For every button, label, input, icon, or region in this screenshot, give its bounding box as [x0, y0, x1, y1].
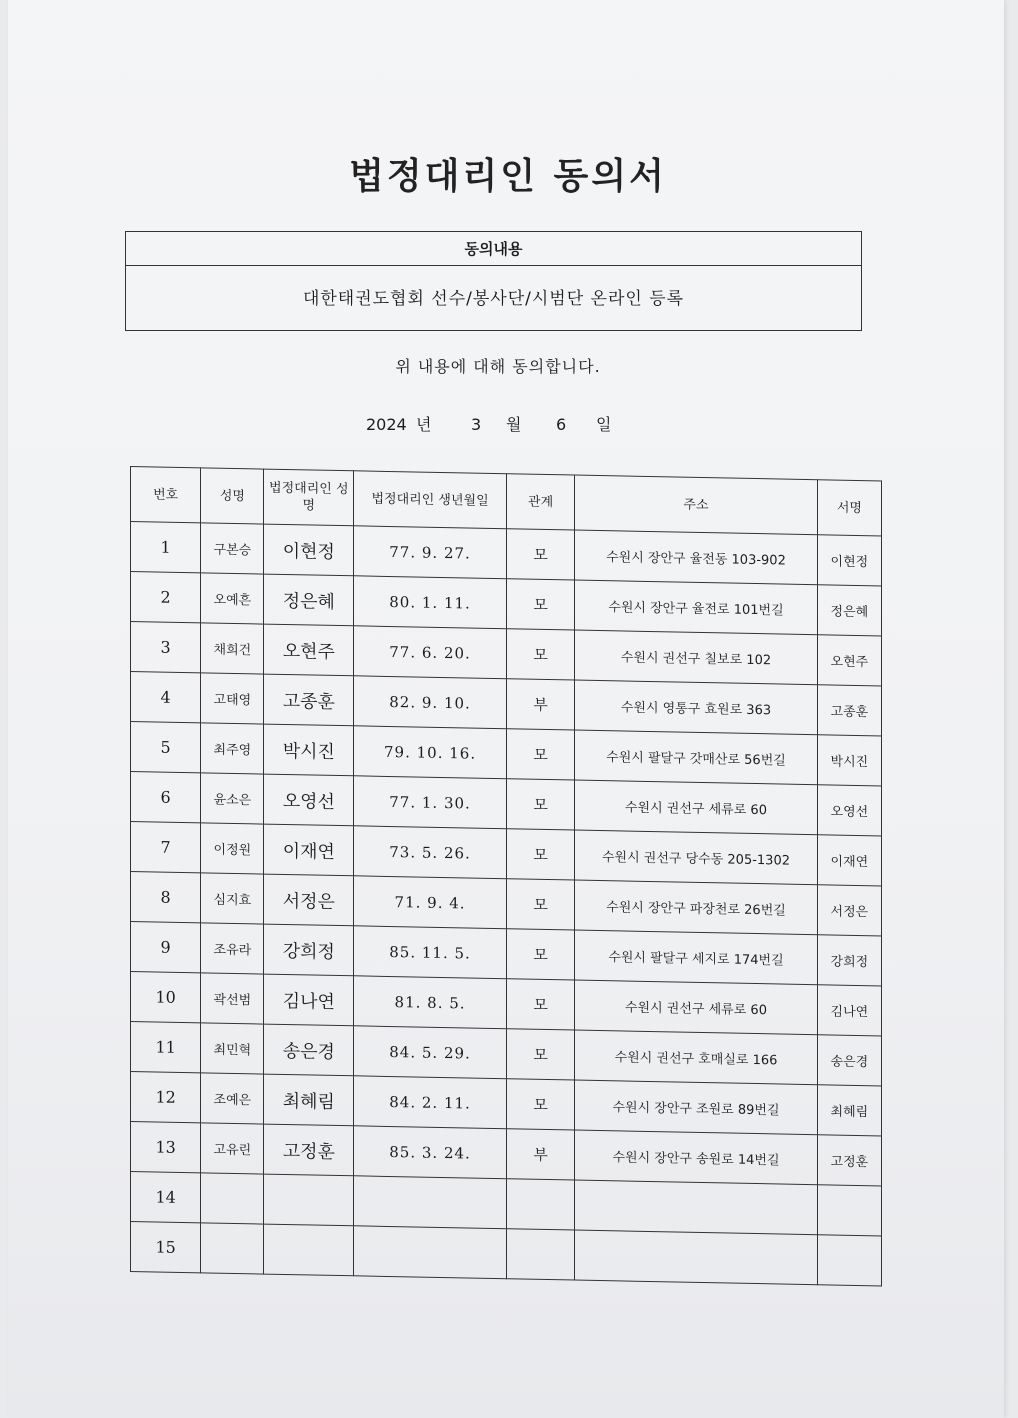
cell-number: 11 [131, 1022, 201, 1073]
cell-guardian-birthdate: 84. 2. 11. [354, 1076, 507, 1129]
date-month-unit: 월 [506, 415, 522, 434]
header-address: 주소 [575, 475, 818, 535]
cell-relation: 모 [506, 979, 574, 1030]
cell-number: 3 [131, 622, 201, 673]
cell-guardian-birthdate [354, 1226, 507, 1279]
cell-number: 8 [131, 872, 201, 923]
cell-address: 수원시 권선구 세류로 60 [575, 980, 818, 1035]
consent-box [125, 231, 862, 331]
cell-student-name: 구본승 [201, 523, 264, 574]
cell-student-name: 심지효 [201, 873, 264, 924]
cell-relation: 모 [506, 929, 574, 980]
cell-guardian-name [264, 1174, 354, 1226]
date-month: 3 [471, 415, 482, 434]
cell-signature: 송은경 [817, 1035, 881, 1086]
cell-number: 12 [131, 1072, 201, 1123]
table-body [131, 522, 882, 1286]
cell-guardian-birthdate: 77. 6. 20. [354, 626, 507, 679]
cell-signature: 고종훈 [817, 685, 881, 736]
cell-address: 수원시 장안구 율전동 103-902 [575, 530, 818, 585]
cell-relation: 모 [506, 1029, 574, 1080]
cell-guardian-name [264, 1224, 354, 1276]
cell-guardian-birthdate: 81. 8. 5. [354, 976, 507, 1029]
consent-header: 동의내용 [126, 232, 861, 266]
cell-address: 수원시 장안구 조원로 89번길 [575, 1080, 818, 1135]
cell-guardian-name: 송은경 [264, 1024, 354, 1076]
cell-guardian-birthdate: 82. 9. 10. [354, 676, 507, 729]
cell-signature: 서정은 [817, 885, 881, 936]
guardian-roster-table [130, 466, 882, 1286]
cell-number: 13 [131, 1122, 201, 1173]
cell-signature: 강희정 [817, 935, 881, 986]
cell-guardian-name: 최혜림 [264, 1074, 354, 1126]
cell-number: 1 [131, 522, 201, 573]
cell-signature: 김나연 [817, 985, 881, 1036]
cell-guardian-name: 정은혜 [264, 574, 354, 626]
cell-address: 수원시 영통구 효원로 363 [575, 680, 818, 735]
cell-relation: 모 [506, 729, 574, 780]
cell-student-name: 고유린 [201, 1123, 264, 1174]
cell-relation: 모 [506, 779, 574, 830]
cell-number: 5 [131, 722, 201, 773]
consent-text: 대한태권도협회 선수/봉사단/시범단 온라인 등록 [302, 289, 685, 309]
cell-relation: 모 [506, 529, 574, 580]
cell-signature: 이현정 [817, 535, 881, 586]
cell-address: 수원시 권선구 칠보로 102 [575, 630, 818, 685]
cell-signature: 오현주 [817, 635, 881, 686]
cell-signature [817, 1185, 881, 1236]
cell-guardian-name: 고정훈 [264, 1124, 354, 1176]
date-year: 2024 [366, 415, 407, 434]
cell-student-name: 최주영 [201, 723, 264, 774]
cell-guardian-name: 고종훈 [264, 674, 354, 726]
cell-address: 수원시 장안구 파장천로 26번길 [575, 880, 818, 935]
paper-sheet [8, 0, 1004, 1418]
cell-number: 9 [131, 922, 201, 973]
header-guardian-birthdate: 법정대리인 생년월일 [354, 471, 507, 529]
cell-guardian-birthdate: 84. 5. 29. [354, 1026, 507, 1079]
cell-address [575, 1180, 818, 1235]
cell-guardian-name: 이재연 [264, 824, 354, 876]
cell-address: 수원시 권선구 호매실로 166 [575, 1030, 818, 1085]
cell-relation [506, 1179, 574, 1230]
document-title: 법정대리인 동의서 [349, 156, 667, 197]
header-guardian-name: 법정대리인 성명 [264, 469, 354, 526]
cell-student-name: 최민혁 [201, 1023, 264, 1074]
cell-guardian-name: 오현주 [264, 624, 354, 676]
cell-address: 수원시 권선구 당수동 205-1302 [575, 830, 818, 885]
header-number: 번호 [131, 467, 201, 523]
cell-guardian-name: 강희정 [264, 924, 354, 976]
cell-guardian-birthdate: 79. 10. 16. [354, 726, 507, 779]
cell-student-name: 이정원 [201, 823, 264, 874]
cell-relation: 부 [506, 679, 574, 730]
cell-relation [506, 1229, 574, 1280]
cell-student-name: 곽선범 [201, 973, 264, 1024]
cell-student-name: 조예은 [201, 1073, 264, 1124]
cell-student-name [201, 1173, 264, 1224]
cell-guardian-birthdate: 85. 3. 24. [354, 1126, 507, 1179]
cell-student-name: 채희건 [201, 623, 264, 674]
cell-address: 수원시 팔달구 갓매산로 56번길 [575, 730, 818, 785]
cell-relation: 모 [506, 629, 574, 680]
cell-guardian-name: 오영선 [264, 774, 354, 826]
cell-signature: 정은혜 [817, 585, 881, 636]
cell-guardian-birthdate: 80. 1. 11. [354, 576, 507, 629]
cell-relation: 모 [506, 829, 574, 880]
cell-signature: 오영선 [817, 785, 881, 836]
cell-guardian-birthdate: 71. 9. 4. [354, 876, 507, 929]
cell-student-name: 조유라 [201, 923, 264, 974]
cell-guardian-birthdate: 85. 11. 5. [354, 926, 507, 979]
cell-number: 14 [131, 1172, 201, 1223]
cell-number: 15 [131, 1222, 201, 1273]
cell-number: 10 [131, 972, 201, 1023]
cell-student-name: 고태영 [201, 673, 264, 724]
cell-address: 수원시 장안구 율전로 101번길 [575, 580, 818, 635]
date-year-unit: 년 [416, 415, 432, 434]
cell-student-name [201, 1223, 264, 1274]
cell-guardian-name: 김나연 [264, 974, 354, 1026]
cell-student-name: 오예흔 [201, 573, 264, 624]
cell-guardian-birthdate: 73. 5. 26. [354, 826, 507, 879]
cell-relation: 모 [506, 1079, 574, 1130]
cell-signature: 이재연 [817, 835, 881, 886]
cell-relation: 모 [506, 879, 574, 930]
date-day-unit: 일 [596, 415, 612, 434]
cell-signature: 최혜림 [817, 1085, 881, 1136]
cell-signature [817, 1235, 881, 1286]
cell-address: 수원시 팔달구 세지로 174번길 [575, 930, 818, 985]
cell-address [575, 1230, 818, 1285]
cell-number: 6 [131, 772, 201, 823]
cell-guardian-name: 박시진 [264, 724, 354, 776]
cell-relation: 부 [506, 1129, 574, 1180]
cell-guardian-name: 이현정 [264, 524, 354, 576]
cell-signature: 박시진 [817, 735, 881, 786]
header-signature: 서명 [817, 480, 881, 536]
cell-guardian-birthdate: 77. 9. 27. [354, 526, 507, 579]
cell-number: 2 [131, 572, 201, 623]
header-name: 성명 [201, 468, 264, 524]
cell-relation: 모 [506, 579, 574, 630]
cell-number: 4 [131, 672, 201, 723]
cell-student-name: 윤소은 [201, 773, 264, 824]
cell-guardian-name: 서정은 [264, 874, 354, 926]
cell-number: 7 [131, 822, 201, 873]
cell-guardian-birthdate: 77. 1. 30. [354, 776, 507, 829]
date-day: 6 [556, 415, 567, 434]
signing-date [366, 412, 611, 435]
cell-guardian-birthdate [354, 1176, 507, 1229]
header-relation: 관계 [506, 474, 574, 530]
cell-signature: 고정훈 [817, 1135, 881, 1186]
cell-address: 수원시 권선구 세류로 60 [575, 780, 818, 835]
agreement-statement: 위 내용에 대해 동의합니다. [395, 357, 601, 376]
cell-address: 수원시 장안구 송원로 14번길 [575, 1130, 818, 1185]
